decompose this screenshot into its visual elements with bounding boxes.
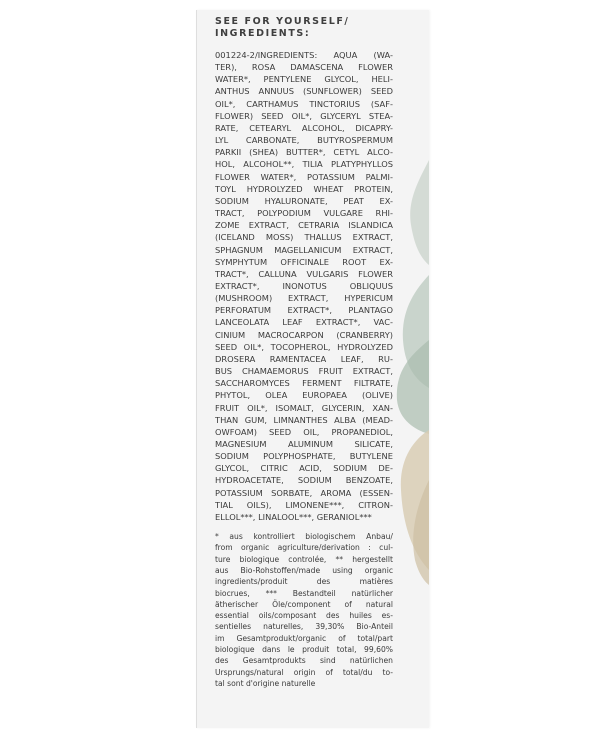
ingredients-line: OIL*, CARTHAMUS TINCTORIUS (SAF- [215,98,393,109]
ingredients-content [215,16,393,689]
ingredients-line: EXTRACT*, INONOTUS OBLIQUUS [215,280,393,291]
ingredients-line: LYL CARBONATE, BUTYROSPERMUM [215,135,393,146]
ingredients-line: PARKII (SHEA) BUTTER*, CETYL ALCO- [215,147,393,158]
ingredients-line: (MUSHROOM) EXTRACT, HYPERICUM [215,293,393,304]
ingredients-line: SODIUM POLYPHOSPHATE, BUTYLENE [215,451,393,462]
ingredients-line: TIAL OILS), LIMONENE***, CITRON- [215,499,393,510]
ingredients-line: TER), ROSA DAMASCENA FLOWER [215,62,393,73]
ingredients-line: PERFORATUM EXTRACT*, PLANTAGO [215,305,393,316]
ingredients-line: LANCEOLATA LEAF EXTRACT*, VAC- [215,317,393,328]
footnote-line: im Gesamtprodukt/organic of total/part [215,633,393,643]
section-heading [215,16,393,40]
ingredients-line: HOL, ALCOHOL**, TILIA PLATYPHYLLOS [215,159,393,170]
footnote-line: aus Bio-Rohstoffen/made using organic [215,565,393,575]
footnote-line: essential oils/composant des huiles es- [215,611,393,621]
footnote-line: biocrues, *** Bestandteil natürlicher [215,588,393,598]
footnote-line: Ursprungs/natural origin of total/du to- [215,667,393,677]
ingredients-line: CINIUM MACROCARPON (CRANBERRY) [215,329,393,340]
ingredients-line: PHYTOL, OLEA EUROPAEA (OLIVE) [215,390,393,401]
ingredients-line: (ICELAND MOSS) THALLUS EXTRACT, [215,232,393,243]
footnote-text [215,531,393,689]
footnote-line: * aus kontrolliert biologischem Anbau/ [215,532,393,542]
watercolor-decoration [389,10,429,728]
footnote-line: ture biologique controlée, ** hergestellt [215,554,393,564]
ingredients-line: RATE, CETEARYL ALCOHOL, DICAPRY- [215,122,393,133]
ingredients-line: TRACT, POLYPODIUM VULGARE RHI- [215,208,393,219]
footnote-line: from organic agriculture/derivation : cul- [215,543,393,553]
ingredients-line: OWFOAM) SEED OIL, PROPANEDIOL, [215,426,393,437]
heading-line-1: SEE FOR YOURSELF/ [215,16,350,27]
ingredients-line: SPHAGNUM MAGELLANICUM EXTRACT, [215,244,393,255]
ingredients-line: ELLOL***, LINALOOL***, GERANIOL*** [215,511,372,522]
ingredients-line: ANTHUS ANNUUS (SUNFLOWER) SEED [215,86,393,97]
ingredients-line: BUS CHAMAEMORUS FRUIT EXTRACT, [215,366,393,377]
ingredients-line: SEED OIL*, TOCOPHEROL, HYDROLYZED [215,341,393,352]
footnote-line: ätherischer Öle/component of natural [215,599,393,609]
ingredients-line: DROSERA RAMENTACEA LEAF, RU- [215,353,393,364]
footnote-line: tal sont d'origine naturelle [215,678,316,688]
ingredients-line: GLYCOL, CITRIC ACID, SODIUM DE- [215,463,393,474]
footnote-line: des Gesamtprodukts sind natürlichen [215,656,393,666]
ingredients-line: THAN GUM, LIMNANTHES ALBA (MEAD- [215,414,393,425]
ingredients-line: SACCHAROMYCES FERMENT FILTRATE, [215,378,393,389]
ingredients-line: MAGNESIUM ALUMINUM SILICATE, [215,439,393,449]
ingredients-line: WATER*, PENTYLENE GLYCOL, HELI- [215,74,393,85]
ingredients-line: FLOWER WATER*, POTASSIUM PALMI- [215,171,393,182]
ingredients-line: ZOME EXTRACT, CETRARIA ISLANDICA [215,220,393,231]
ingredients-line: SYMPHYTUM OFFICINALE ROOT EX- [215,256,393,267]
ingredients-line: TRACT*, CALLUNA VULGARIS FLOWER [215,268,393,279]
ingredients-list [215,49,393,523]
footnote-line: biologique dans le produit total, 99,60% [215,645,393,655]
ingredients-line: HYDROACETATE, SODIUM BENZOATE, [215,475,393,486]
ingredients-line: SODIUM HYALURONATE, PEAT EX- [215,195,393,206]
ingredients-line: 001224-2/INGREDIENTS: AQUA (WA- [215,50,393,60]
footnote-line: ingredients/produit des matières [215,577,393,587]
ingredients-line: POTASSIUM SORBATE, AROMA (ESSEN- [215,487,393,498]
ingredients-line: TOYL HYDROLYZED WHEAT PROTEIN, [215,183,393,194]
ingredients-line: FLOWER) SEED OIL*, GLYCERYL STEA- [215,110,393,121]
footnote-line: sentielles naturelles, 39,30% Bio-Anteil [215,622,393,632]
ingredients-panel [196,10,429,728]
heading-line-2: INGREDIENTS: [215,28,311,39]
ingredients-line: FRUIT OIL*, ISOMALT, GLYCERIN, XAN- [215,402,393,413]
